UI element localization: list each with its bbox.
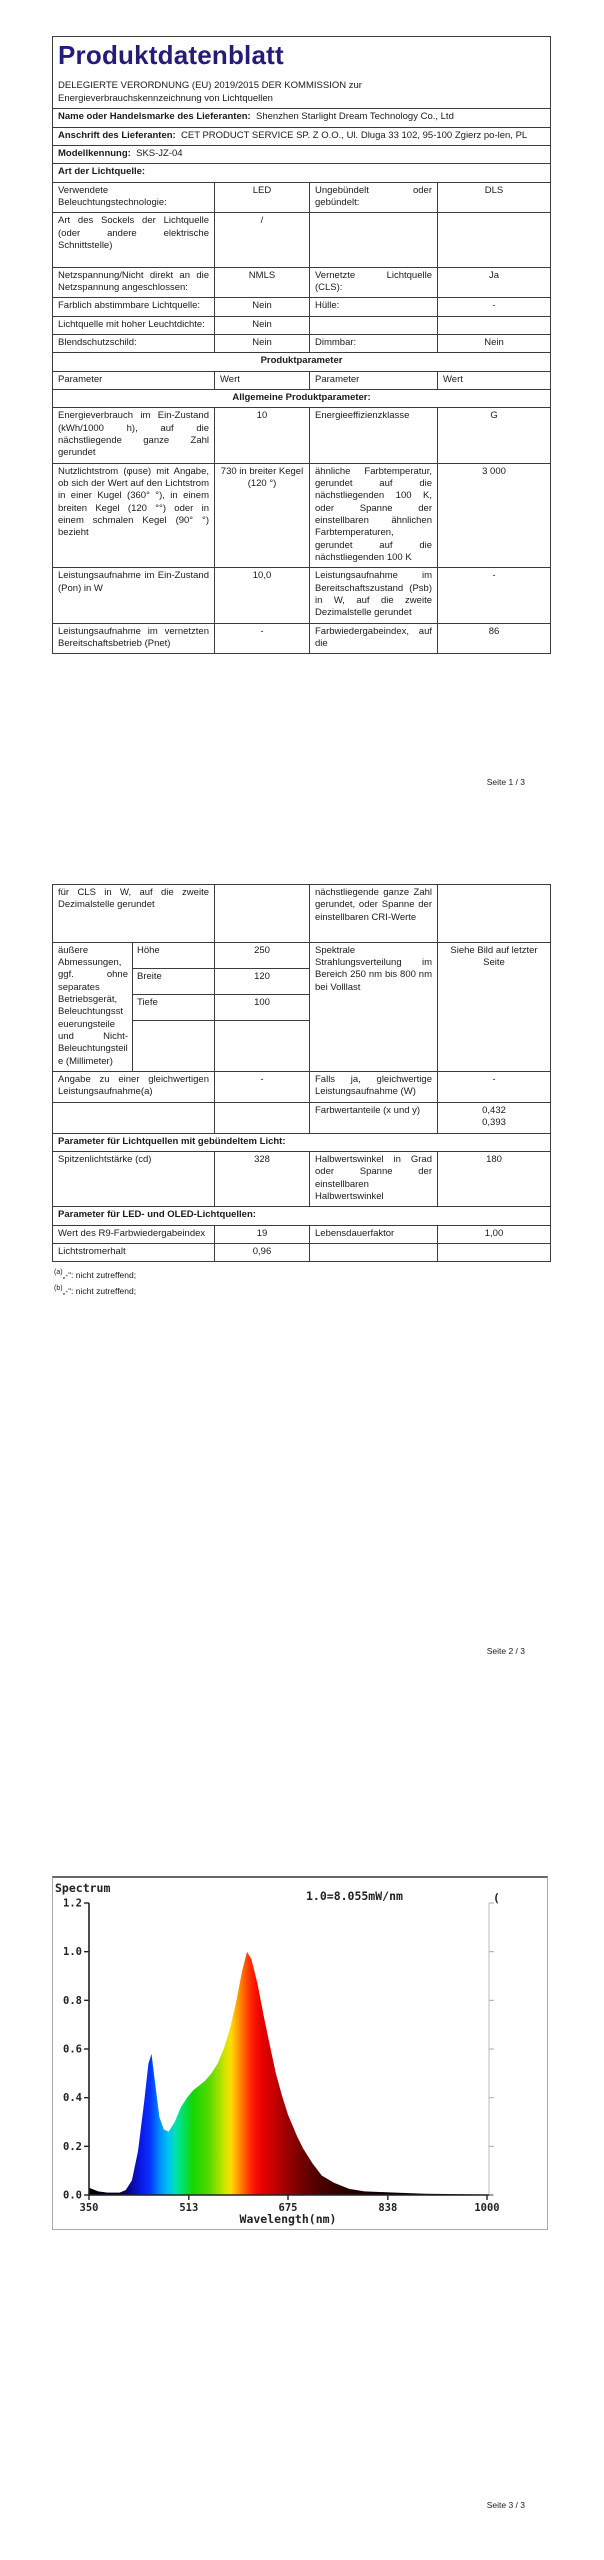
dimension-value: 100 [215, 995, 309, 1021]
spectrum-area [89, 1952, 487, 2195]
table-row [53, 1243, 551, 1261]
section-led-oled: Parameter für LED- und OLED-Lichtquellen: [53, 1207, 551, 1225]
param-label: Halbwertswinkel in Grad oder Spanne der einstellbaren Halbwertswinkel [310, 1151, 438, 1206]
table-row [53, 298, 551, 316]
param-label: Dimmbar: [310, 334, 438, 352]
svg-text:1.2: 1.2 [63, 1897, 82, 1910]
supplier-address-row [53, 127, 551, 145]
param-label: Farbwertanteile (x und y) [310, 1102, 438, 1133]
dimensions-label: äußere Abmessungen, ggf. ohne separates Betriebsgerät, Beleuchtungssteuerungsteile und Nicht-Beleuchtungsteile (Millimeter) [53, 943, 133, 1071]
svg-text:1.0: 1.0 [63, 1946, 82, 1959]
table-row [53, 568, 551, 623]
column-header: Parameter [310, 371, 438, 389]
column-header: Wert [215, 371, 310, 389]
param-label: Lichtstromerhalt [53, 1243, 215, 1261]
param-value [215, 1102, 310, 1133]
column-header-row [53, 371, 551, 389]
param-label: Verwendete Beleuchtungstechnologie: [53, 182, 215, 213]
column-header: Parameter [53, 371, 215, 389]
svg-text:838: 838 [378, 2202, 398, 2214]
param-label: Leistungsaufnahme im Bereitschaftszustand (Psb) in W, auf die zweite Dezimalstelle gerundet [310, 568, 438, 623]
param-label [310, 1243, 438, 1261]
chromaticity-y: 0,393 [482, 1117, 506, 1129]
param-value: Nein [215, 298, 310, 316]
footnote-a-text: „-“: nicht zutreffend; [62, 1270, 137, 1281]
table-row [53, 334, 551, 352]
param-value: 19 [215, 1225, 310, 1243]
param-label: Leistungsaufnahme im vernetzten Bereitschaftsbetrieb (Pnet) [53, 623, 215, 654]
page-marker-2: Seite 2 / 3 [486, 1646, 525, 1656]
param-value [438, 1243, 551, 1261]
param-label [310, 316, 438, 334]
table-row [53, 267, 551, 298]
page1-table [52, 36, 551, 654]
param-value [438, 213, 551, 267]
param-value [438, 316, 551, 334]
param-value: 0,96 [215, 1243, 310, 1261]
param-label: Farbwiedergabeindex, auf die [310, 623, 438, 654]
param-label: Netzspannung/Nicht direkt an die Netzspannung angeschlossen: [53, 267, 215, 298]
page-marker-1: Seite 1 / 3 [486, 777, 525, 787]
section-produktparameter: Produktparameter [53, 353, 551, 371]
dimension-value: 250 [215, 943, 309, 969]
section-gebuendeltes-licht: Parameter für Lichtquellen mit gebündeltem Licht: [53, 1133, 551, 1151]
dimensions-row [53, 942, 551, 1071]
chart-scale-annotation: 1.0=8.055mW/nm [306, 1889, 403, 1903]
param-value [438, 1102, 551, 1133]
table-row [53, 463, 551, 568]
spectrum-chart [52, 1876, 548, 2230]
chart-title: Spectrum [55, 1881, 111, 1895]
model-id-row [53, 146, 551, 164]
model-id-label: Modellkennung: [58, 148, 131, 160]
param-value: 730 in breiter Kegel (120 °) [215, 463, 310, 568]
param-value: 10,0 [215, 568, 310, 623]
section-allgemeine-row [53, 389, 551, 407]
param-value: Siehe Bild auf letzter Seite [438, 942, 551, 1071]
param-label [310, 213, 438, 267]
param-value: LED [215, 182, 310, 213]
table-row [53, 408, 551, 463]
supplier-address-value: CET PRODUCT SERVICE SP. Z O.O., Ul. Dluga 33 102, 95-100 Zgierz po-len, PL [181, 129, 528, 141]
table-row [53, 885, 551, 943]
svg-text:0.0: 0.0 [63, 2189, 82, 2202]
param-value: 3 000 [438, 463, 551, 568]
footnotes [52, 1267, 550, 1298]
svg-text:1000: 1000 [474, 2202, 500, 2214]
regulation-line-1: DELEGIERTE VERORDNUNG (EU) 2019/2015 DER KOMMISSION zur [58, 79, 362, 91]
svg-text:675: 675 [278, 2202, 298, 2214]
param-value: Nein [215, 334, 310, 352]
column-header: Wert [438, 371, 551, 389]
dimension-name: Breite [133, 969, 214, 995]
param-label: Vernetzte Lichtquelle (CLS): [310, 267, 438, 298]
param-label: Hülle: [310, 298, 438, 316]
param-value: Nein [438, 334, 551, 352]
supplier-name-row [53, 109, 551, 127]
page2-table [52, 884, 551, 1262]
param-value [215, 885, 310, 943]
param-label: Energieeffizienzklasse [310, 408, 438, 463]
page-1 [52, 36, 550, 654]
dimension-name: Höhe [133, 943, 214, 969]
param-value: - [438, 1072, 551, 1103]
param-label: ähnliche Farbtemperatur, gerundet auf die nächstliegenden 100 K, oder Spanne der einstellbaren ähnlichen Farbtemperaturen, gerundet auf die nächstliegenden 100 K [310, 463, 438, 568]
param-value: G [438, 408, 551, 463]
param-value: / [215, 213, 310, 267]
param-value: 86 [438, 623, 551, 654]
param-label: Angabe zu einer gleichwertigen Leistungsaufnahme(a) [53, 1072, 215, 1103]
param-label: Falls ja, gleichwertige Leistungsaufnahme (W) [310, 1072, 438, 1103]
section-allgemeine-produktparameter: Allgemeine Produktparameter: [53, 389, 551, 407]
param-value: NMLS [215, 267, 310, 298]
table-row [53, 316, 551, 334]
section-gebuendelt-row [53, 1133, 551, 1151]
param-label: Wert des R9-Farbwiedergabeindex [53, 1225, 215, 1243]
table-row [53, 1225, 551, 1243]
param-label: Spitzenlichtstärke (cd) [53, 1151, 215, 1206]
param-value: - [438, 568, 551, 623]
param-value: - [438, 298, 551, 316]
param-value: Ja [438, 267, 551, 298]
svg-text:513: 513 [179, 2202, 199, 2214]
param-label: Lebensdauerfaktor [310, 1225, 438, 1243]
param-label: Lichtquelle mit hoher Leuchtdichte: [53, 316, 215, 334]
param-label: Art des Sockels der Lichtquelle (oder andere elektrische Schnittstelle) [53, 213, 215, 267]
chart-corner-fragment: ( [493, 1891, 500, 1905]
param-value: - [215, 1072, 310, 1103]
supplier-name-label: Name oder Handelsmarke des Lieferanten: [58, 111, 251, 123]
footnote-b-marker: (b) [54, 1284, 63, 1292]
param-value: 180 [438, 1151, 551, 1206]
param-label: Spektrale Strahlungsverteilung im Bereich 250 nm bis 800 nm bei Volllast [310, 942, 438, 1071]
section-led-oled-row [53, 1207, 551, 1225]
param-label: Nutzlichtstrom (φuse) mit Angabe, ob sich der Wert auf den Lichtstrom in einer Kugel (360° °), in einem breiten Kegel (120 °°) oder in einem schmalen Kegel (90° °) bezieht [53, 463, 215, 568]
footnote-b [54, 1283, 550, 1298]
table-row [53, 1102, 551, 1133]
svg-text:0.6: 0.6 [63, 2043, 82, 2056]
table-row [53, 1072, 551, 1103]
footnote-b-text: „-“: nicht zutreffend; [62, 1285, 137, 1296]
param-value: 10 [215, 408, 310, 463]
model-id-value: SKS-JZ-04 [136, 148, 183, 160]
page-marker-3: Seite 3 / 3 [486, 2500, 525, 2510]
section-art-row [53, 164, 551, 182]
svg-text:0.2: 0.2 [63, 2140, 82, 2153]
param-label: Farblich abstimmbare Lichtquelle: [53, 298, 215, 316]
x-axis-label: Wavelength(nm) [239, 2212, 337, 2226]
param-value: 328 [215, 1151, 310, 1206]
param-label: Leistungsaufnahme im Ein-Zustand (Pon) in W [53, 568, 215, 623]
footnote-a-marker: (a) [54, 1269, 63, 1277]
table-row [53, 182, 551, 213]
chromaticity-x: 0,432 [482, 1104, 506, 1116]
param-label [53, 1102, 215, 1133]
param-label: Blendschutzschild: [53, 334, 215, 352]
footnote-a [54, 1267, 550, 1282]
section-art-der-lichtquelle: Art der Lichtquelle: [53, 164, 551, 182]
page-title: Produktdatenblatt [58, 40, 284, 70]
svg-text:350: 350 [79, 2202, 99, 2214]
svg-text:0.8: 0.8 [63, 1994, 82, 2007]
param-value: 1,00 [438, 1225, 551, 1243]
param-label: nächstliegende ganze Zahl gerundet, oder Spanne der einstellbaren CRI-Werte [310, 885, 438, 943]
regulation-line-2: Energieverbrauchskennzeichnung von Lichtquellen [58, 92, 273, 104]
param-value: - [215, 623, 310, 654]
supplier-address-label: Anschrift des Lieferanten: [58, 129, 176, 141]
page-2 [52, 884, 550, 1298]
dimension-name: Tiefe [133, 995, 214, 1021]
param-value: Nein [215, 316, 310, 334]
param-label: Ungebündelt oder gebündelt: [310, 182, 438, 213]
supplier-name-value: Shenzhen Starlight Dream Technology Co., Ltd [256, 111, 454, 123]
param-value: DLS [438, 182, 551, 213]
svg-text:0.4: 0.4 [63, 2092, 82, 2105]
dimension-value: 120 [215, 969, 309, 995]
param-label: Energieverbrauch im Ein-Zustand (kWh/1000 h), auf die nächstliegende ganze Zahl gerundet [53, 408, 215, 463]
table-row [53, 213, 551, 267]
param-label: für CLS in W, auf die zweite Dezimalstelle gerundet [53, 885, 215, 943]
table-row [53, 1151, 551, 1206]
title-row [53, 37, 551, 109]
param-value [438, 885, 551, 943]
section-produktparameter-row [53, 353, 551, 371]
table-row [53, 623, 551, 654]
